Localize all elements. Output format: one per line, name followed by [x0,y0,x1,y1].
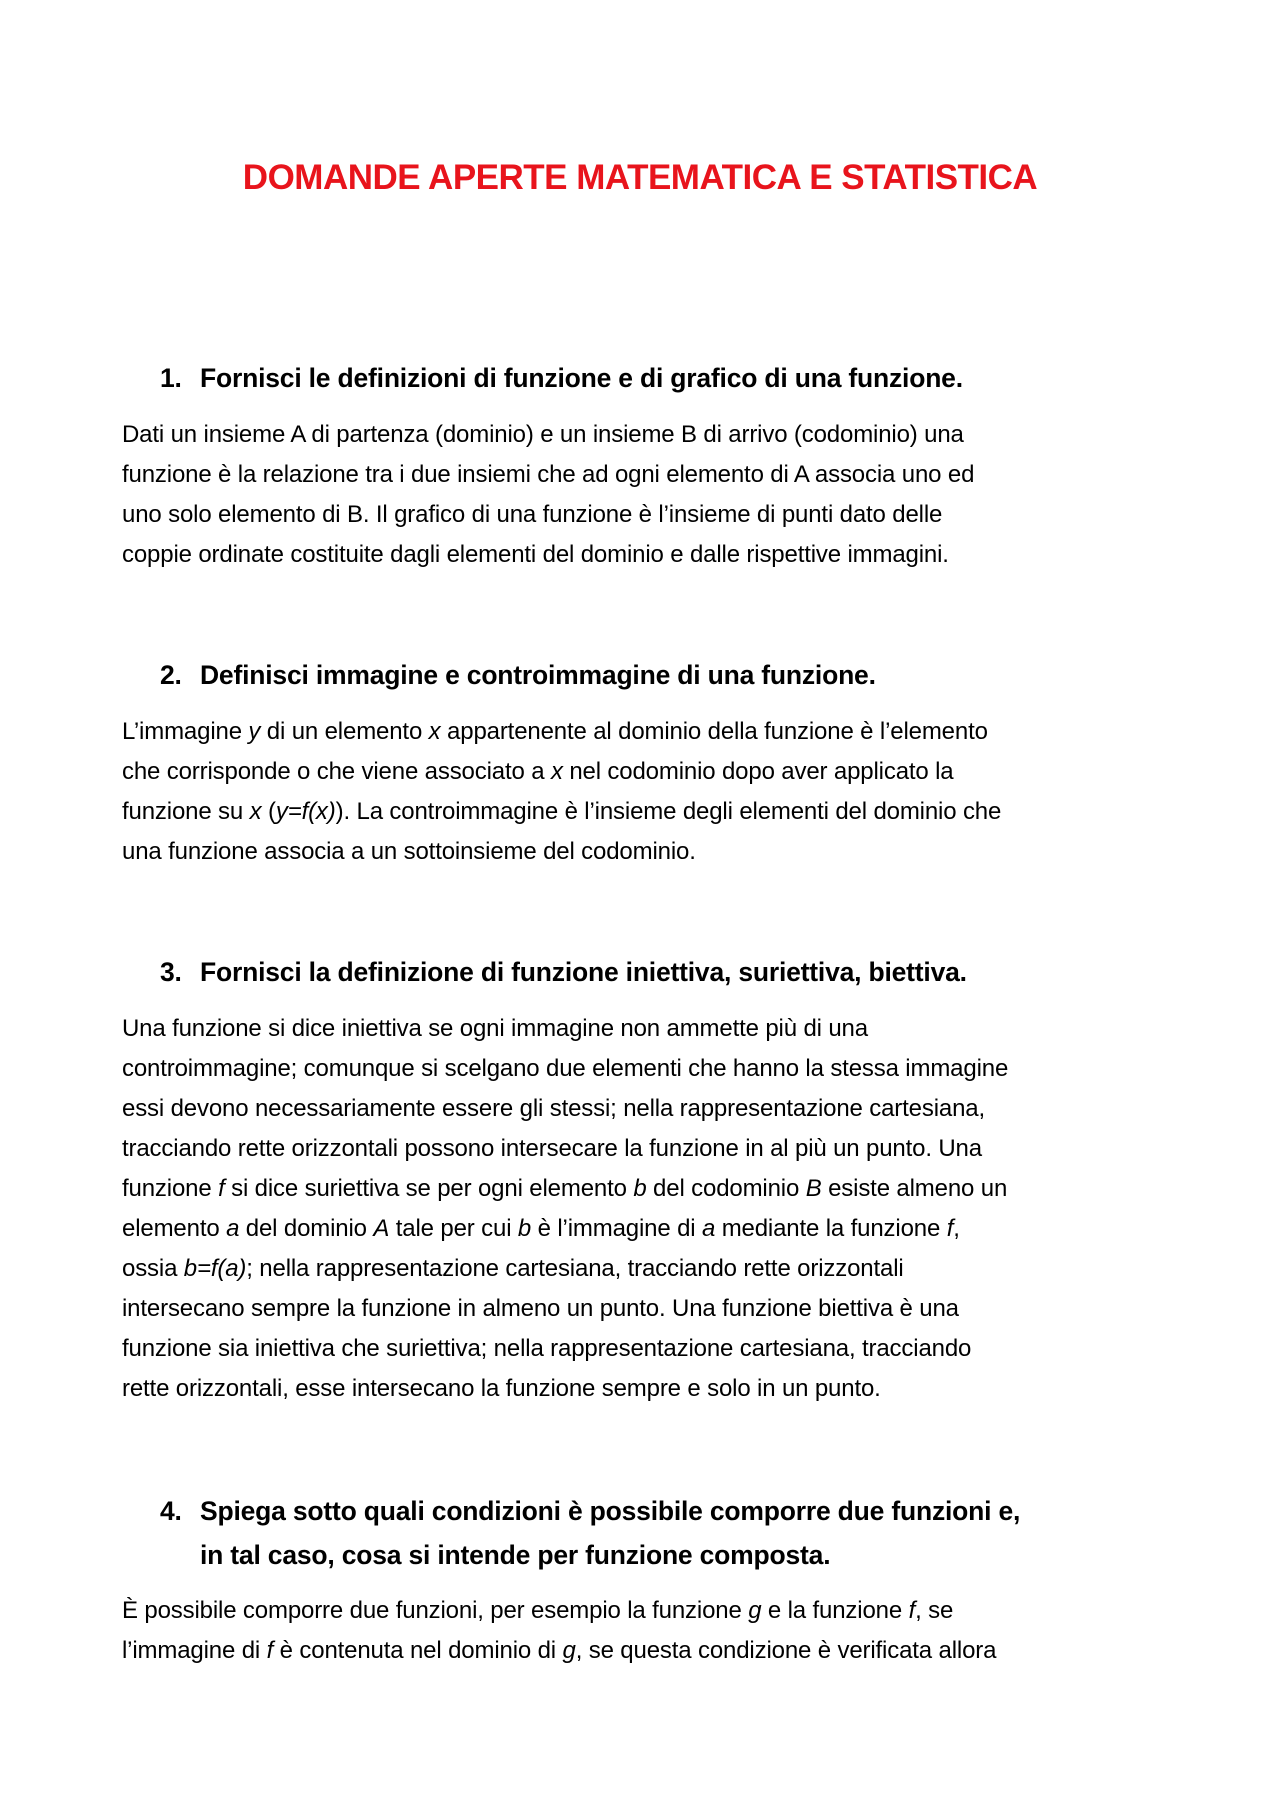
question-number: 4. [160,1496,182,1526]
text-run: ( [261,798,276,825]
answer-line [122,1169,1172,1209]
answer-line [122,1089,1172,1129]
answer-3-paragraph [122,1009,1172,1409]
text-run: di un elemento [260,718,429,745]
answer-line [122,1249,1172,1289]
question-number: 3. [160,957,182,987]
answer-line: coppie ordinate costituite dagli elementi del dominio e dalle rispettive immagini. [122,541,949,568]
math-variable: x [550,758,563,785]
answer-line [122,712,1172,752]
math-variable: b [633,1175,647,1202]
text-run: appartenente al dominio della funzione è l’elemento [440,718,988,745]
answer-line [122,1009,1172,1049]
answer-line [122,1369,1172,1409]
math-variable: b [517,1215,532,1242]
text-run: si dice suriettiva se per ogni elemento [224,1175,634,1202]
text-run: l’immagine di [122,1637,267,1664]
text-run: Una funzione si dice iniettiva se ogni immagine non ammette più di una [122,1015,868,1042]
text-run: controimmagine; comunque si scelgano due elementi che hanno la stessa immagine [122,1055,1009,1082]
math-variable: B [805,1175,822,1202]
text-run: nel codominio dopo aver applicato la [562,758,954,785]
text-run: che corrisponde o che viene associato a [122,758,551,785]
text-run: intersecano sempre la funzione in almeno un punto. Una funzione biettiva è una [122,1295,959,1322]
math-variable: g [562,1637,576,1664]
text-run: essi devono necessariamente essere gli stessi; nella rappresentazione cartesiana, [122,1095,986,1122]
answer-4-paragraph [122,1591,1172,1671]
answer-line [122,752,1172,792]
math-formula: b=f(a) [183,1255,247,1282]
math-variable: a [701,1215,716,1242]
text-run: mediante la funzione [715,1215,947,1242]
text-run: ossia [122,1255,184,1282]
math-formula: y=f(x) [275,798,336,825]
question-text: Fornisci la definizione di funzione iniettiva, suriettiva, biettiva. [200,957,967,987]
text-run: L’immagine [122,718,249,745]
text-run: esiste almeno un [821,1175,1008,1202]
math-variable: f [946,1215,954,1242]
text-run: ). La controimmagine è l’insieme degli elementi del dominio che [335,798,1002,825]
answer-2-paragraph [122,712,1172,872]
text-run: una funzione associa a un sottoinsieme del codominio. [122,838,696,865]
question-3-heading [160,950,1160,994]
text-run: è l’immagine di [531,1215,702,1242]
text-run: funzione su [122,798,250,825]
question-text: Definisci immagine e controimmagine di una funzione. [200,660,876,690]
answer-line [122,1049,1172,1089]
answer-line: uno solo elemento di B. Il grafico di una funzione è l’insieme di punti dato delle [122,501,943,528]
text-run: e la funzione [761,1597,909,1624]
text-run: funzione sia iniettiva che suriettiva; nella rappresentazione cartesiana, tracciando [122,1335,972,1362]
math-variable: f [908,1597,916,1624]
question-number: 2. [160,660,182,690]
math-variable: A [373,1215,390,1242]
text-run: È possibile comporre due funzioni, per esempio la funzione [122,1597,749,1624]
page-title: DOMANDE APERTE MATEMATICA E STATISTICA [242,158,1038,197]
text-run: funzione [122,1175,219,1202]
text-run: elemento [122,1215,227,1242]
answer-line [122,832,1172,872]
text-run: del dominio [239,1215,374,1242]
question-text: Fornisci le definizioni di funzione e di grafico di una funzione. [200,363,963,393]
answer-line: funzione è la relazione tra i due insiemi che ad ogni elemento di A associa uno ed [122,461,975,488]
math-variable: x [428,718,441,745]
answer-line [122,1631,1172,1671]
text-run: , se [915,1597,954,1624]
math-variable: g [748,1597,762,1624]
text-run: , [953,1215,960,1242]
question-4-heading [160,1489,1160,1577]
question-text-line: in tal caso, cosa si intende per funzione composta. [200,1540,831,1570]
math-variable: a [226,1215,240,1242]
math-variable: x [249,798,262,825]
text-run: è contenuta nel dominio di [273,1637,563,1664]
question-number: 1. [160,363,182,393]
answer-line [122,1289,1172,1329]
answer-line [122,1129,1172,1169]
answer-1-paragraph [122,415,1172,575]
answer-line [122,792,1172,832]
text-run: tale per cui [389,1215,518,1242]
answer-line: Dati un insieme A di partenza (dominio) e un insieme B di arrivo (codominio) una [122,421,964,448]
question-1-heading [160,356,1160,400]
text-run: tracciando rette orizzontali possono intersecare la funzione in al più un punto. Una [122,1135,982,1162]
question-text-line: Spiega sotto quali condizioni è possibile comporre due funzioni e, [200,1496,1021,1526]
math-variable: f [266,1637,274,1664]
text-run: ; nella rappresentazione cartesiana, tracciando rette orizzontali [246,1255,904,1282]
text-run: del codominio [646,1175,806,1202]
text-run: , se questa condizione è verificata allora [575,1637,997,1664]
math-variable: f [218,1175,225,1202]
answer-line [122,1329,1172,1369]
math-variable: y [248,718,261,745]
text-run: rette orizzontali, esse intersecano la funzione sempre e solo in un punto. [122,1375,881,1402]
answer-line [122,1591,1172,1631]
answer-line [122,1209,1172,1249]
question-2-heading [160,653,1160,697]
